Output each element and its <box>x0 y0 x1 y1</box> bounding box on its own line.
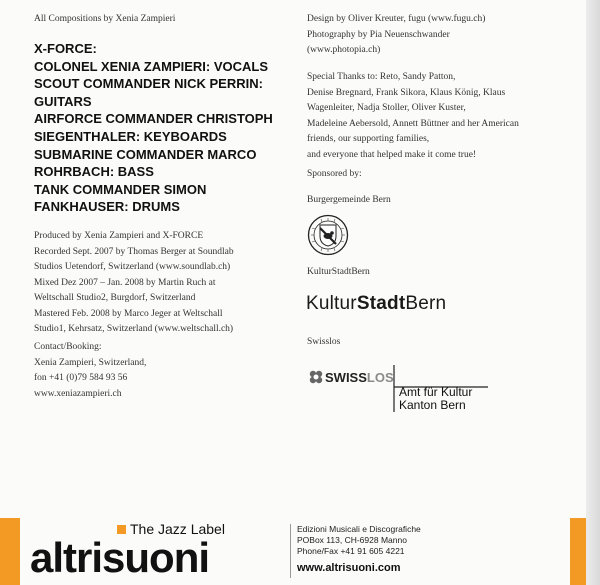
label-brand: altrisuoni <box>30 534 210 581</box>
clover-icon <box>310 371 322 383</box>
orange-bar-left <box>0 518 20 585</box>
contact-booking <box>34 340 294 402</box>
address-line: Edizioni Musicali e Discografiche <box>297 524 421 534</box>
thanks-line: friends, our supporting families, <box>307 134 430 144</box>
amt-fur-kultur <box>399 386 472 412</box>
sponsored-heading: Sponsored by: <box>307 169 362 179</box>
band-lineup <box>34 40 299 216</box>
footer-divider <box>290 524 291 578</box>
label-address <box>297 524 421 557</box>
page-edge <box>586 0 600 585</box>
production-line: Mixed Dez 2007 – Jan. 2008 by Martin Ruch at <box>34 277 216 288</box>
logo-part: Bern <box>405 293 447 314</box>
thanks-line: Wagenleiter, Nadja Stoller, Oliver Kuster, <box>307 103 466 113</box>
design-line: (www.photopia.ch) <box>307 45 381 55</box>
band-line: TANK COMMANDER SIMON <box>34 181 207 197</box>
contact-line: Contact/Booking: <box>34 342 102 352</box>
kulturstadtbern-label: KulturStadtBern <box>307 267 370 277</box>
design-line: Design by Oliver Kreuter, fugu (www.fugu.ch) <box>307 14 486 24</box>
swisslos-part: LOS <box>366 370 394 385</box>
band-line: X-FORCE: <box>34 41 97 56</box>
thanks-line: Special Thanks to: Reto, Sandy Patton, <box>307 72 456 82</box>
thanks-line: Denise Bregnard, Frank Sikora, Klaus König, Klaus <box>307 87 506 98</box>
production-line: Weltschall Studio2, Burgdorf, Switzerland <box>34 293 196 303</box>
label-website: www.altrisuoni.com <box>297 562 401 574</box>
thanks-line: Madeleine Aebersold, Annett Büttner and her American <box>307 118 519 129</box>
contact-line: Xenia Zampieri, Switzerland, <box>34 357 147 368</box>
production-line: Studios Uetendorf, Switzerland (www.soundlab.ch) <box>34 262 231 272</box>
band-line: ROHRBACH: BASS <box>34 164 154 180</box>
band-line: SUBMARINE COMMANDER MARCO <box>34 146 257 162</box>
swisslos-part: SWISS <box>325 370 367 385</box>
band-line: FANKHAUSER: DRUMS <box>34 199 180 215</box>
burgergemeinde-label: Burgergemeinde Bern <box>307 195 391 205</box>
production-line: Studio1, Kehrsatz, Switzerland (www.weltschall.ch) <box>34 324 234 334</box>
production-line: Recorded Sept. 2007 by Thomas Berger at Soundlab <box>34 246 234 257</box>
production-credits <box>34 229 294 338</box>
thanks-line: and everyone that helped make it come true! <box>307 149 477 160</box>
label-tagline: The Jazz Label <box>130 521 225 537</box>
production-line: Produced by Xenia Zampieri and X-FORCE <box>34 231 204 241</box>
address-line: POBox 113, CH-6928 Manno <box>297 535 407 545</box>
swisslos-text <box>325 370 394 385</box>
contact-line: fon +41 (0)79 584 93 56 <box>34 373 128 383</box>
address-line: Phone/Fax +41 91 605 4221 <box>297 546 405 556</box>
amt-line: Kanton Bern <box>399 398 466 412</box>
swisslos-label: Swisslos <box>307 337 341 347</box>
logo-part: Kultur <box>306 293 357 314</box>
band-line: SIEGENTHALER: KEYBOARDS <box>34 128 227 144</box>
contact-line: www.xeniazampieri.ch <box>34 388 122 399</box>
design-line: Photography by Pia Neuenschwander <box>307 29 450 40</box>
band-line: SCOUT COMMANDER NICK PERRIN: <box>34 76 263 92</box>
band-line: GUITARS <box>34 93 92 109</box>
amt-line: Amt für Kultur <box>399 385 473 399</box>
label-footer <box>0 518 600 585</box>
bern-seal-icon <box>307 214 349 256</box>
production-line: Mastered Feb. 2008 by Marco Jeger at Weltschall <box>34 308 223 319</box>
logo-part: Stadt <box>356 293 406 314</box>
special-thanks <box>307 70 587 163</box>
compositions-credit: All Compositions by Xenia Zampieri <box>34 14 176 24</box>
band-line: COLONEL XENIA ZAMPIERI: VOCALS <box>34 58 269 74</box>
kulturstadtbern-logo <box>306 293 446 315</box>
band-line: AIRFORCE COMMANDER CHRISTOPH <box>34 111 273 127</box>
design-credits <box>307 12 587 59</box>
